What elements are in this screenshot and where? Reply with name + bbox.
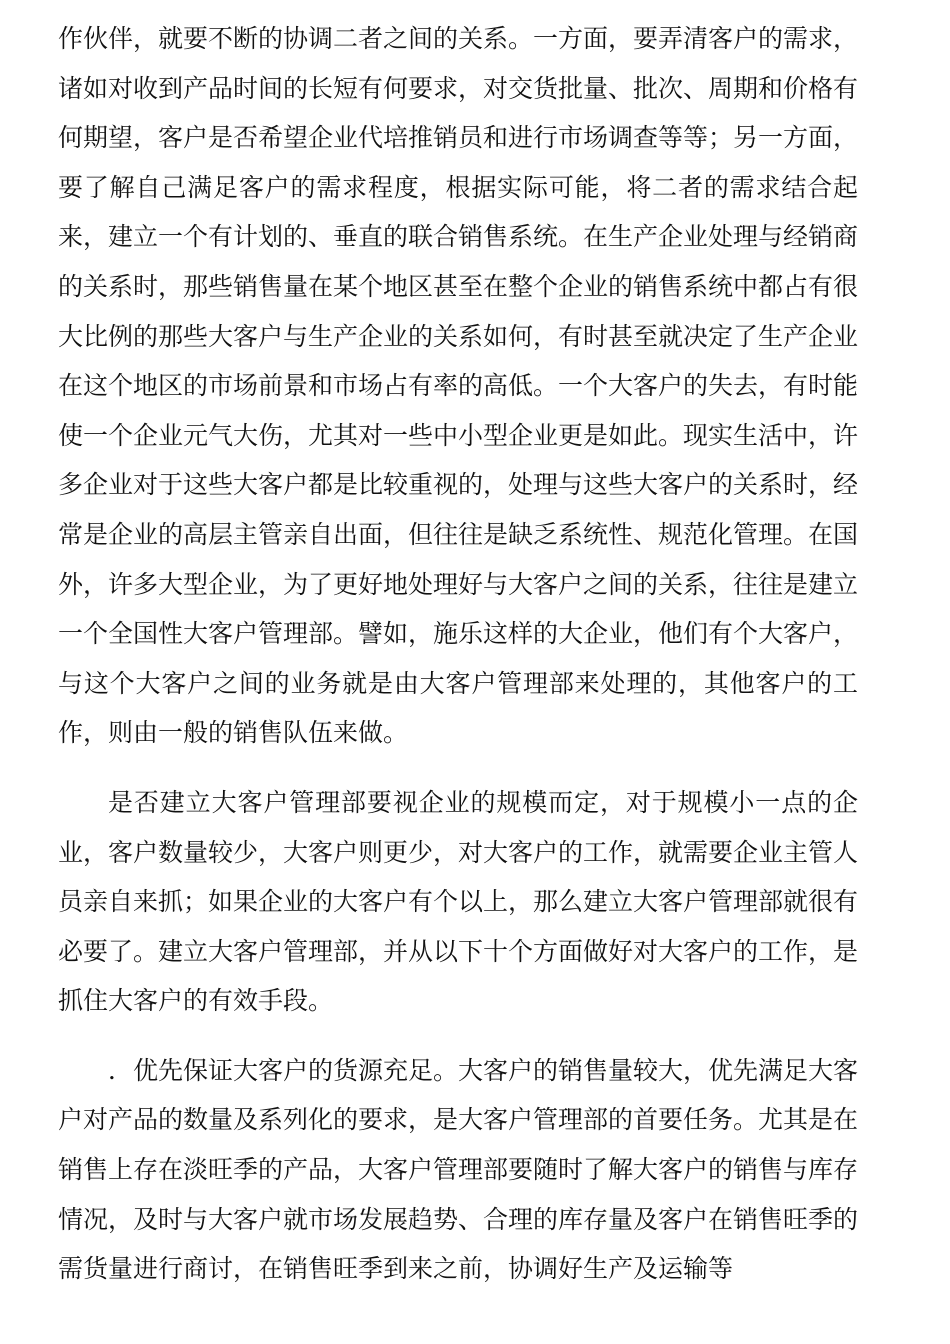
document-page bbox=[58, 14, 858, 1294]
paragraph-2: 是否建立大客户管理部要视企业的规模而定，对于规模小一点的企业，客户数量较少，大客户则更少，对大客户的工作，就需要企业主管人员亲自来抓；如果企业的大客户有个以上，那么建立大客户管理部就很有必要了。建立大客户管理部，并从以下十个方面做好对大客户的工作，是抓住大客户的有效手段。 bbox=[58, 787, 859, 1016]
paragraph-3: ．优先保证大客户的货源充足。大客户的销售量较大，优先满足大客户对产品的数量及系列化的要求，是大客户管理部的首要任务。尤其是在销售上存在淡旺季的产品，大客户管理部要随时了解大客户的销售与库存情况，及时与大客户就市场发展趋势、合理的库存量及客户在销售旺季的需货量进行商讨，在销售旺季到来之前，协调好生产及运输等 bbox=[58, 1055, 859, 1284]
paragraph-1: 作伙伴，就要不断的协调二者之间的关系。一方面，要弄清客户的需求，诸如对收到产品时间的长短有何要求，对交货批量、批次、周期和价格有何期望，客户是否希望企业代培推销员和进行市场调查等等；另一方面，要了解自己满足客户的需求程度，根据实际可能，将二者的需求结合起来，建立一个有计划的、垂直的联合销售系统。在生产企业处理与经销商的关系时，那些销售量在某个地区甚至在整个企业的销售系统中都占有很大比例的那些大客户与生产企业的关系如何，有时甚至就决定了生产企业在这个地区的市场前景和市场占有率的高低。一个大客户的失去，有时能使一个企业元气大伤，尤其对一些中小型企业更是如此。现实生活中，许多企业对于这些大客户都是比较重视的，处理与这些大客户的关系时，经常是企业的高层主管亲自出面，但往往是缺乏系统性、规范化管理。在国外，许多大型企业，为了更好地处理好与大客户之间的关系，往往是建立一个全国性大客户管理部。譬如，施乐这样的大企业，他们有个大客户，与这个大客户之间的业务就是由大客户管理部来处理的，其他客户的工作，则由一般的销售队伍来做。 bbox=[58, 24, 859, 748]
